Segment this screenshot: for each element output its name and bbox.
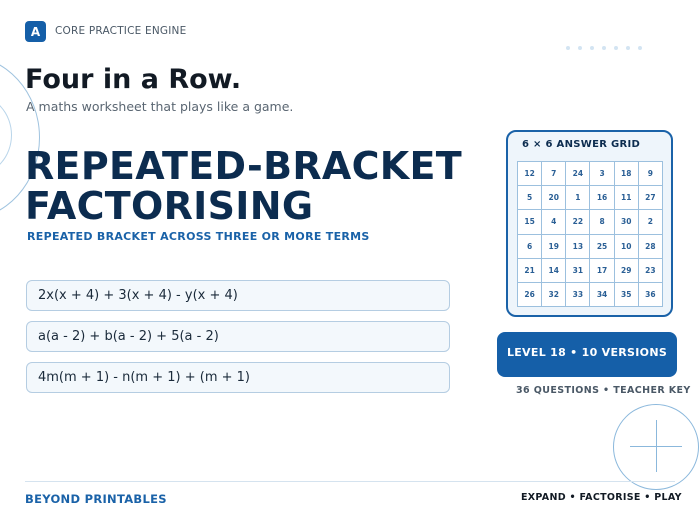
level-button[interactable]: LEVEL 18 • 10 VERSIONS <box>497 332 677 377</box>
grid-cell: 27 <box>638 186 662 210</box>
grid-cell: 30 <box>614 210 638 234</box>
grid-cell: 11 <box>614 186 638 210</box>
grid-row <box>518 282 663 306</box>
page-title: Four in a Row. <box>25 64 242 95</box>
grid-cell: 15 <box>518 210 542 234</box>
answer-grid-title: 6 × 6 ANSWER GRID <box>522 139 641 150</box>
brand-name: CORE PRACTICE ENGINE <box>55 25 187 37</box>
grid-cell: 12 <box>518 162 542 186</box>
grid-cell: 28 <box>638 234 662 258</box>
grid-cell: 8 <box>590 210 614 234</box>
grid-cell: 32 <box>542 282 566 306</box>
grid-cell: 22 <box>566 210 590 234</box>
topic-title: REPEATED-BRACKET FACTORISING <box>25 144 463 228</box>
grid-cell: 10 <box>614 234 638 258</box>
grid-cell: 6 <box>518 234 542 258</box>
topic-subtitle: REPEATED BRACKET ACROSS THREE OR MORE TERMS <box>27 230 370 243</box>
grid-cell: 25 <box>590 234 614 258</box>
grid-cell: 4 <box>542 210 566 234</box>
decorative-dots <box>566 46 642 50</box>
grid-cell: 29 <box>614 258 638 282</box>
grid-cell: 26 <box>518 282 542 306</box>
grid-cell: 31 <box>566 258 590 282</box>
answer-grid-card <box>506 130 673 317</box>
grid-row <box>518 258 663 282</box>
grid-cell: 34 <box>590 282 614 306</box>
footer-tagline: EXPAND • FACTORISE • PLAY <box>521 492 682 503</box>
grid-cell: 33 <box>566 282 590 306</box>
plus-icon-vertical <box>656 420 657 472</box>
grid-cell: 1 <box>566 186 590 210</box>
page-subtitle: A maths worksheet that plays like a game. <box>26 99 294 114</box>
footer-brand: BEYOND PRINTABLES <box>25 492 167 506</box>
grid-cell: 24 <box>566 162 590 186</box>
grid-row <box>518 162 663 186</box>
answer-grid <box>517 161 663 307</box>
example-expression-1: 2x(x + 4) + 3(x + 4) - y(x + 4) <box>26 280 450 311</box>
grid-cell: 3 <box>590 162 614 186</box>
grid-row <box>518 234 663 258</box>
grid-cell: 21 <box>518 258 542 282</box>
grid-cell: 7 <box>542 162 566 186</box>
grid-cell: 18 <box>614 162 638 186</box>
brand-logo-badge: A <box>25 21 46 42</box>
grid-row <box>518 186 663 210</box>
grid-cell: 36 <box>638 282 662 306</box>
grid-cell: 9 <box>638 162 662 186</box>
grid-cell: 5 <box>518 186 542 210</box>
grid-row <box>518 210 663 234</box>
grid-cell: 20 <box>542 186 566 210</box>
grid-cell: 2 <box>638 210 662 234</box>
grid-cell: 14 <box>542 258 566 282</box>
grid-cell: 16 <box>590 186 614 210</box>
grid-cell: 19 <box>542 234 566 258</box>
footer-divider <box>25 481 675 482</box>
example-expression-2: a(a - 2) + b(a - 2) + 5(a - 2) <box>26 321 450 352</box>
level-caption: 36 QUESTIONS • TEACHER KEY <box>516 385 691 396</box>
grid-cell: 23 <box>638 258 662 282</box>
grid-cell: 13 <box>566 234 590 258</box>
grid-cell: 17 <box>590 258 614 282</box>
grid-cell: 35 <box>614 282 638 306</box>
example-expression-3: 4m(m + 1) - n(m + 1) + (m + 1) <box>26 362 450 393</box>
